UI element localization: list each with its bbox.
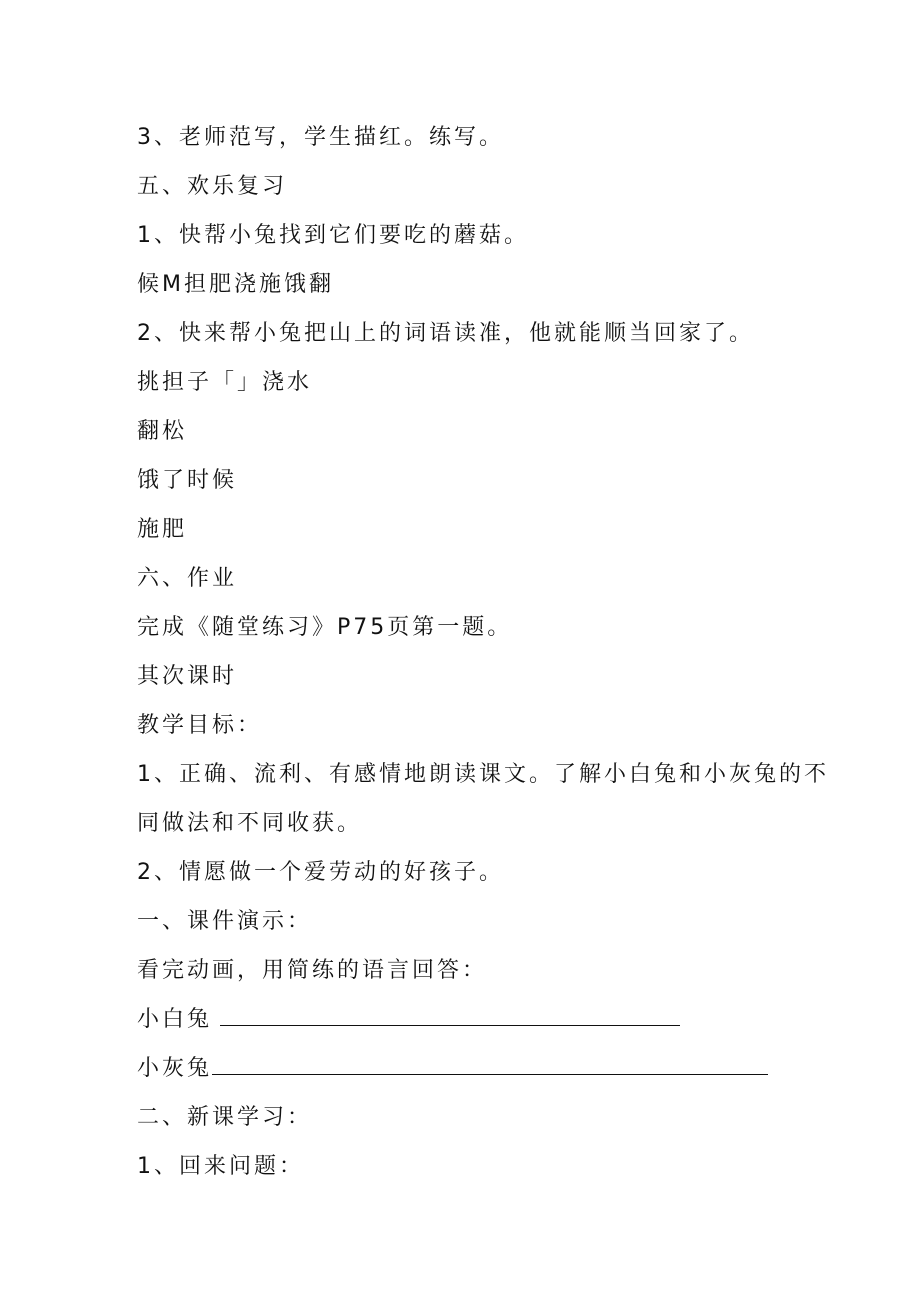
text-line-word-task: 2、快来帮小兔把山上的词语读准，他就能顺当回家了。 xyxy=(137,321,754,346)
section-heading-homework: 六、作业 xyxy=(137,566,238,591)
label-white-rabbit: 小白兔 xyxy=(137,1007,213,1032)
answer-blank-grey-rabbit[interactable] xyxy=(212,1054,768,1075)
section-heading-objectives: 教学目标： xyxy=(137,713,263,738)
text-line-word-1: 挑担子「」浇水 xyxy=(137,370,313,395)
section-heading-review: 五、欢乐复习 xyxy=(137,174,288,199)
answer-blank-white-rabbit[interactable] xyxy=(220,1005,680,1026)
answer-line-grey-rabbit xyxy=(137,1054,768,1084)
text-line-word-3: 饿了时候 xyxy=(137,468,238,493)
text-line-mushroom-task: 1、快帮小兔找到它们要吃的蘑菇。 xyxy=(137,223,529,248)
answer-line-white-rabbit xyxy=(137,1005,680,1035)
section-heading-courseware: 一、课件演示： xyxy=(137,909,313,934)
text-line-characters: 候M担肥浇施饿翻 xyxy=(137,272,334,297)
label-grey-rabbit: 小灰兔 xyxy=(137,1056,213,1081)
text-line-word-4: 施肥 xyxy=(137,517,188,542)
section-heading-second-lesson: 其次课时 xyxy=(137,664,238,689)
text-line-writing-practice: 3、老师范写，学生描红。练写。 xyxy=(137,125,504,150)
text-line-question: 1、回来问题： xyxy=(137,1154,304,1179)
text-line-homework: 完成《随堂练习》P75页第一题。 xyxy=(137,615,513,640)
text-line-word-2: 翻松 xyxy=(137,419,188,444)
text-line-objective-2: 2、情愿做一个爱劳动的好孩子。 xyxy=(137,860,504,885)
text-line-objective-1a: 1、正确、流利、有感情地朗读课文。了解小白兔和小灰兔的不 xyxy=(137,762,829,787)
text-line-animation-task: 看完动画，用简练的语言回答： xyxy=(137,958,488,983)
text-line-objective-1b: 同做法和不同收获。 xyxy=(137,811,363,836)
section-heading-new-lesson: 二、新课学习： xyxy=(137,1105,313,1130)
